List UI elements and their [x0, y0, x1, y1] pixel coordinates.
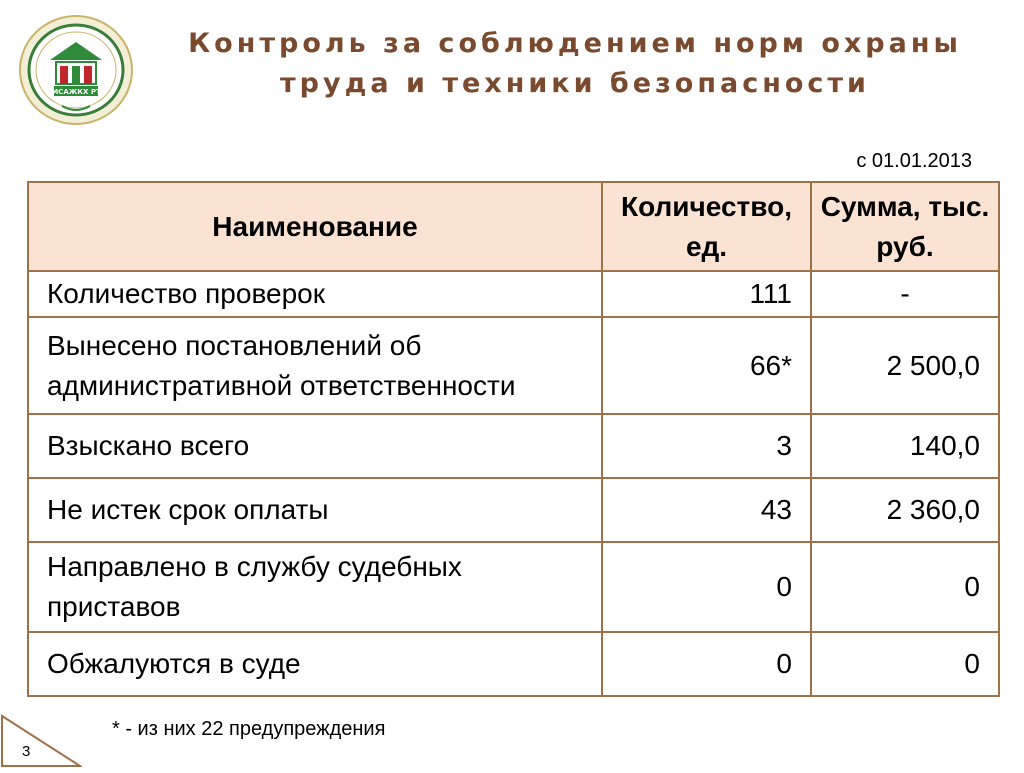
- row-name: Количество проверок: [28, 271, 602, 317]
- slide-number: [0, 714, 82, 768]
- row-quantity: 0: [602, 542, 811, 632]
- slide-number-triangle-icon: [0, 714, 82, 768]
- column-header-sum: Сумма, тыс. руб.: [811, 182, 999, 271]
- row-name: Вынесено постановлений об административной ответственности: [28, 317, 602, 414]
- row-quantity: 66*: [602, 317, 811, 414]
- column-header-quantity: Количество, ед.: [602, 182, 811, 271]
- column-header-name: Наименование: [28, 182, 602, 271]
- row-name: Взыскано всего: [28, 414, 602, 478]
- date-note: с 01.01.2013: [856, 150, 972, 172]
- table-row: [28, 478, 999, 542]
- table-row: [28, 317, 999, 414]
- footnote: * - из них 22 предупреждения: [112, 718, 386, 740]
- slide-number-label: 3: [22, 743, 31, 760]
- row-quantity: 3: [602, 414, 811, 478]
- table-row: [28, 632, 999, 696]
- svg-text:МСАЖКХ РТ: МСАЖКХ РТ: [51, 88, 101, 96]
- table-row: [28, 271, 999, 317]
- row-sum: 2 360,0: [811, 478, 999, 542]
- row-quantity: 111: [602, 271, 811, 317]
- table-row: [28, 542, 999, 632]
- table-header-row: [28, 182, 999, 271]
- statistics-table: [27, 181, 1000, 697]
- row-name: Обжалуются в суде: [28, 632, 602, 696]
- row-sum: 140,0: [811, 414, 999, 478]
- page-title: [150, 24, 1000, 104]
- row-sum: 0: [811, 632, 999, 696]
- row-sum: 2 500,0: [811, 317, 999, 414]
- row-quantity: 0: [602, 632, 811, 696]
- row-name: Не истек срок оплаты: [28, 478, 602, 542]
- title-line-1: Контроль за соблюдением норм охраны: [188, 28, 962, 59]
- row-quantity: 43: [602, 478, 811, 542]
- table-row: [28, 414, 999, 478]
- title-line-2: труда и техники безопасности: [280, 68, 870, 99]
- row-sum: 0: [811, 542, 999, 632]
- organization-logo: [18, 14, 134, 126]
- row-name: Направлено в службу судебных приставов: [28, 542, 602, 632]
- row-sum: -: [811, 271, 999, 317]
